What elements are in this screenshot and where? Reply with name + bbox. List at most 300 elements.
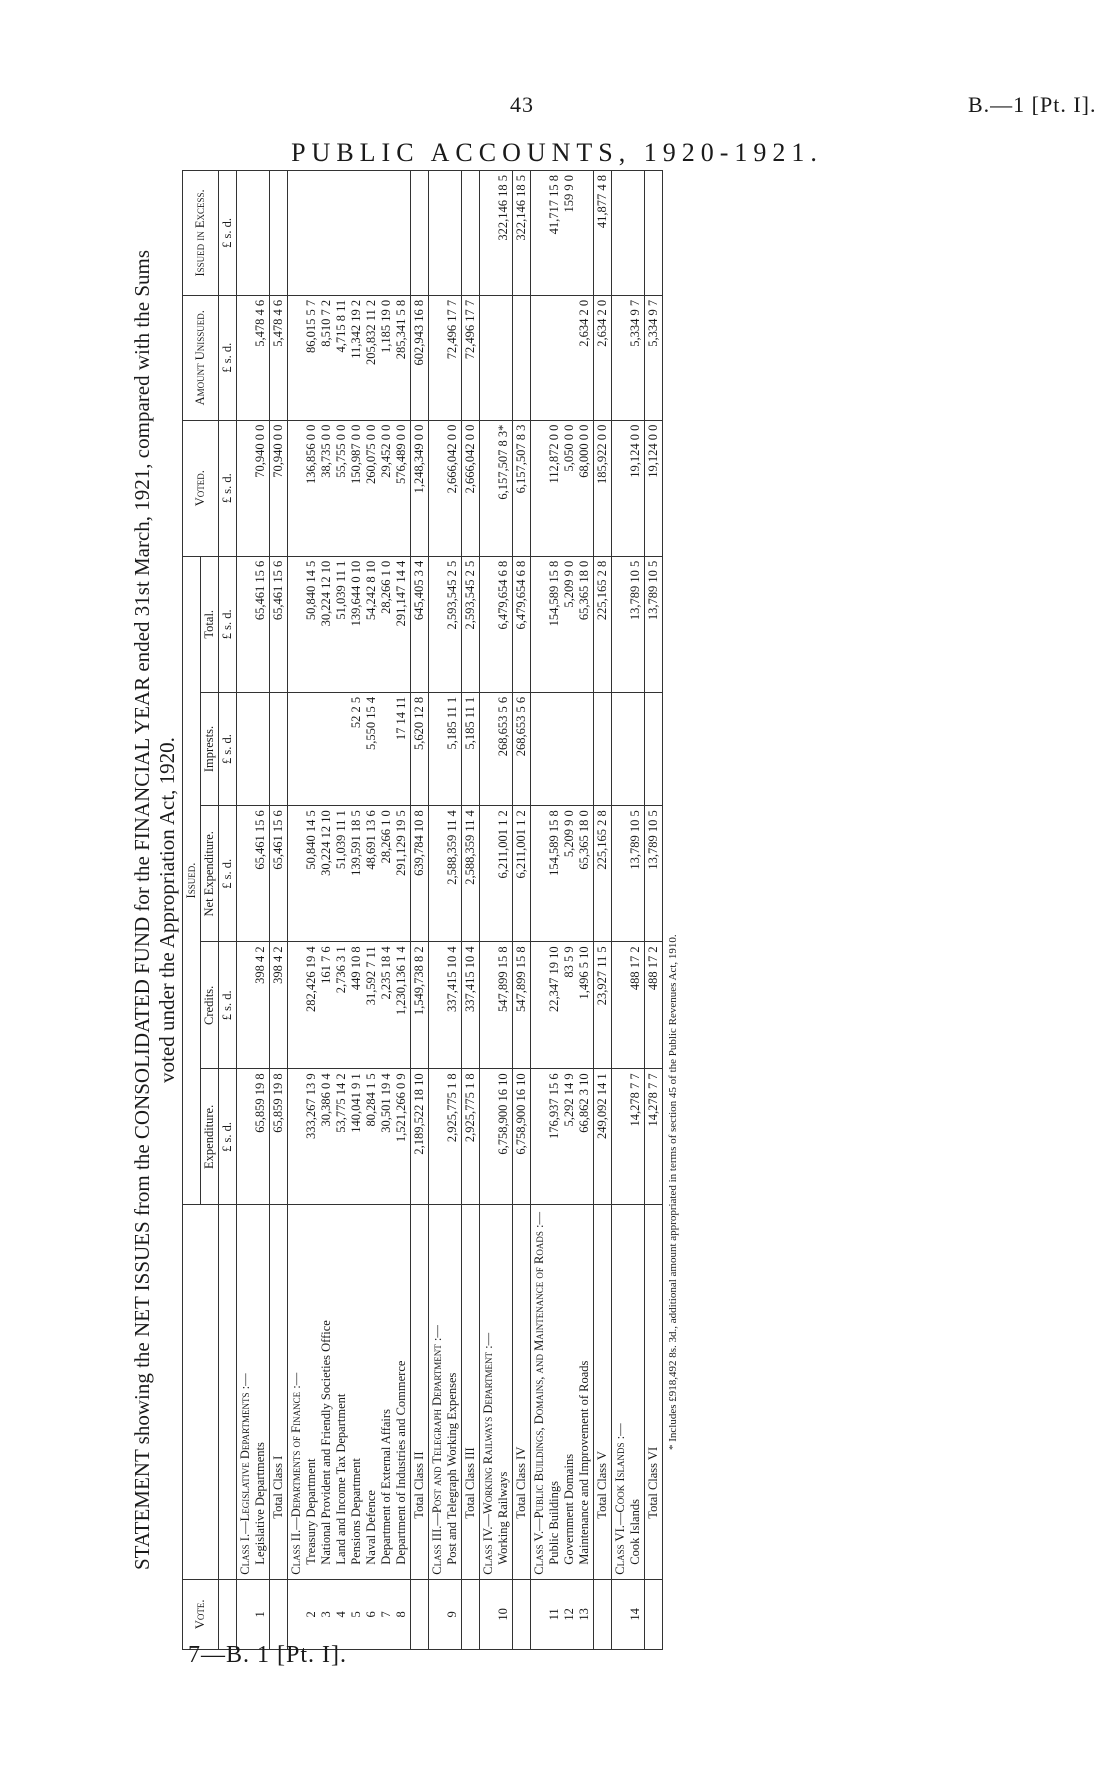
col-imprests: Imprests. [201, 692, 219, 805]
value-unissued [547, 300, 562, 416]
cell-unissued [612, 295, 645, 420]
spacer [613, 1584, 628, 1645]
document-reference: B.—1 [Pt. I]. [968, 92, 1097, 117]
cell-expenditure [480, 1069, 513, 1205]
total-expenditure: 2,925,775 1 8 [462, 1069, 480, 1205]
class-row [612, 171, 645, 1650]
class-heading: Class V.—Public Buildings, Domains, and Maintenance of Roads :— [532, 1212, 546, 1575]
value-voted: 6,157,507 8 3* [496, 424, 510, 500]
class-heading: Class IV.—Working Railways Department :— [481, 1332, 495, 1575]
value-excess [349, 175, 364, 291]
total-credits: 1,549,738 8 2 [411, 942, 429, 1069]
class-heading: Class III.—Post and Telegraph Department :— [430, 1325, 444, 1575]
value-excess: 41,717 15 8 [547, 175, 561, 235]
value-total: 154,589 15 8 [547, 560, 561, 627]
value-credits: 1,230,136 1 4 [394, 946, 408, 1016]
value-total: 30,224 12 10 [319, 560, 333, 627]
value-imprests: 268,653 5 6 [496, 696, 510, 757]
col-expenditure: Expenditure. [201, 1069, 219, 1205]
spacer [613, 300, 628, 416]
total-voted: 185,922 0 0 [594, 420, 612, 556]
vote-number: 2 [304, 1611, 318, 1618]
value-credits: 1,496 5 10 [577, 946, 591, 1000]
description-cell [612, 1205, 645, 1579]
value-voted: 150,987 0 0 [349, 424, 363, 484]
spacer [430, 946, 445, 1064]
value-expenditure: 6,758,900 16 10 [496, 1073, 510, 1155]
total-credits: 398 4 2 [270, 942, 288, 1069]
value-credits: 31,592 7 11 [364, 946, 378, 1006]
cell-voted [237, 420, 270, 556]
total-voted: 1,248,349 0 0 [411, 420, 429, 556]
total-excess [462, 171, 480, 296]
class-row [480, 171, 513, 1650]
vote-cell [288, 1579, 411, 1649]
cell-imprests [237, 692, 270, 805]
value-voted: 68,000 0 0 [577, 424, 591, 478]
value-excess [334, 175, 349, 291]
page-title: PUBLIC ACCOUNTS, 1920-1921. [291, 138, 823, 167]
cell-credits [429, 942, 462, 1069]
cell-total [480, 556, 513, 692]
vote-number: 14 [628, 1608, 642, 1621]
class-row [237, 171, 270, 1650]
total-expenditure: 6,758,900 16 10 [513, 1069, 531, 1205]
value-total: 6,479,654 6 8 [496, 560, 510, 630]
cell-voted [429, 420, 462, 556]
value-expenditure: 5,292 14 9 [562, 1073, 576, 1127]
item-name: Government Domains [562, 1453, 576, 1565]
total-total: 13,789 10 5 [645, 556, 663, 692]
spacer [238, 946, 253, 1064]
value-unissued: 4,715 8 11 [334, 299, 348, 353]
spacer [238, 810, 253, 937]
class-row [288, 171, 411, 1650]
cell-net [288, 806, 411, 942]
col-issued: Issued. [183, 556, 201, 1205]
cell-expenditure [612, 1069, 645, 1205]
total-net: 225,165 2 8 [594, 806, 612, 942]
value-imprests [304, 697, 319, 801]
spacer [481, 425, 496, 552]
value-credits: 398 4 2 [253, 946, 267, 984]
vote-number: 12 [562, 1608, 576, 1621]
total-expenditure: 249,092 14 1 [594, 1069, 612, 1205]
description-cell [531, 1205, 594, 1579]
statement-line-1: STATEMENT showing the NET ISSUES from the CONSOLIDATED FUND for the FINANCIAL YEAR ended 31st March, 1921, compared with the Sums [130, 249, 154, 1571]
spacer [238, 425, 253, 552]
spacer [289, 425, 304, 552]
class-total-row [645, 171, 663, 1650]
item-name: Public Buildings [547, 1480, 561, 1565]
col-amount-unissued: Amount Unissued. [183, 295, 219, 420]
footer-reference: 7—B. 1 [Pt. I]. [188, 1642, 347, 1668]
value-credits: 83 5 9 [562, 946, 576, 978]
cell-unissued [531, 295, 594, 420]
class-heading: Class I.—Legislative Departments :— [238, 1373, 252, 1575]
class-total-row [462, 171, 480, 1650]
col-description [183, 1205, 219, 1579]
value-unissued: 285,341 5 8 [394, 299, 408, 360]
value-unissued [562, 300, 577, 416]
spacer [532, 1073, 547, 1200]
spacer [532, 300, 547, 416]
units-label: £ s. d. [219, 420, 237, 556]
value-credits: 488 17 2 [628, 946, 642, 991]
cell-net [531, 806, 594, 942]
cell-unissued [429, 295, 462, 420]
spacer [481, 175, 496, 291]
total-total: 225,165 2 8 [594, 556, 612, 692]
vote-cell [237, 1579, 270, 1649]
total-credits: 488 17 2 [645, 942, 663, 1069]
spacer [481, 300, 496, 416]
value-net: 13,789 10 5 [628, 810, 642, 870]
units-label: £ s. d. [219, 692, 237, 805]
total-excess: 322,146 18 5 [513, 171, 531, 296]
units-label: £ s. d. [219, 806, 237, 942]
total-voted: 70,940 0 0 [270, 420, 288, 556]
value-credits: 547,899 15 8 [496, 946, 510, 1012]
total-imprests [594, 692, 612, 805]
spacer [532, 946, 547, 1064]
vote-number: 4 [334, 1611, 348, 1618]
statement-line-2: voted under the Appropriation Act, 1920. [155, 737, 179, 1083]
value-net: 291,129 19 5 [394, 810, 408, 876]
value-voted: 2,666,042 0 0 [445, 424, 459, 494]
value-total: 2,593,545 2 5 [445, 560, 459, 630]
value-excess [379, 175, 394, 291]
value-imprests [379, 697, 394, 801]
value-net: 154,589 15 8 [547, 810, 561, 876]
value-excess [628, 175, 643, 291]
value-imprests: 17 14 11 [394, 696, 408, 741]
spacer [289, 175, 304, 291]
units-blank [219, 1205, 237, 1579]
cell-net [429, 806, 462, 942]
description-cell [237, 1205, 270, 1579]
vote-cell [480, 1579, 513, 1649]
total-label: Total Class V [594, 1205, 612, 1579]
class-row [531, 171, 594, 1650]
value-imprests: 5,550 15 4 [364, 696, 378, 750]
spacer [481, 1584, 496, 1645]
cell-excess [429, 171, 462, 296]
value-credits: 161 7 6 [319, 946, 333, 984]
units-blank [219, 1579, 237, 1649]
value-unissued: 5,334 9 7 [628, 299, 642, 347]
cell-net [237, 806, 270, 942]
total-total: 2,593,545 2 5 [462, 556, 480, 692]
value-excess [394, 175, 409, 291]
units-label: £ s. d. [219, 1069, 237, 1205]
spacer [289, 300, 304, 416]
value-expenditure: 176,937 15 6 [547, 1073, 561, 1139]
total-voted: 6,157,507 8 3 [513, 420, 531, 556]
rotated-statement [130, 170, 970, 1650]
total-net: 2,588,359 11 4 [462, 806, 480, 942]
value-excess [445, 175, 460, 291]
total-credits: 547,899 15 8 [513, 942, 531, 1069]
total-credits: 337,415 10 4 [462, 942, 480, 1069]
value-net: 65,461 15 6 [253, 810, 267, 870]
vote-number: 6 [364, 1611, 378, 1618]
cell-voted [612, 420, 645, 556]
value-unissued: 5,478 4 6 [253, 299, 267, 347]
cell-credits [480, 942, 513, 1069]
cell-voted [531, 420, 594, 556]
spacer [430, 175, 445, 291]
spacer [430, 1584, 445, 1645]
value-expenditure: 53,775 14 2 [334, 1073, 348, 1133]
page-number: 43 [510, 92, 534, 117]
cell-unissued [288, 295, 411, 420]
cell-excess [480, 171, 513, 296]
spacer [430, 425, 445, 552]
value-imprests [319, 697, 334, 801]
value-unissued: 205,832 11 2 [364, 299, 378, 366]
value-excess [253, 175, 268, 291]
value-voted: 55,755 0 0 [334, 424, 348, 478]
total-unissued: 2,634 2 0 [594, 295, 612, 420]
value-credits: 2,235 18 4 [379, 946, 393, 1000]
spacer [289, 1584, 304, 1645]
value-imprests [577, 697, 592, 801]
value-voted: 576,489 0 0 [394, 424, 408, 484]
cell-imprests [429, 692, 462, 805]
value-voted: 29,452 0 0 [379, 424, 393, 478]
cell-excess [531, 171, 594, 296]
spacer [613, 697, 628, 801]
value-unissued [496, 300, 511, 416]
cell-credits [531, 942, 594, 1069]
value-credits: 337,415 10 4 [445, 946, 459, 1012]
class-total-row [411, 171, 429, 1650]
spacer [430, 810, 445, 937]
value-net: 2,588,359 11 4 [445, 810, 459, 885]
item-name: Maintenance and Improvement of Roads [577, 1360, 591, 1565]
total-total: 645,405 3 4 [411, 556, 429, 692]
item-name: Post and Telegraph Working Expenses [445, 1372, 459, 1565]
total-excess [645, 171, 663, 296]
item-name: Naval Defence [364, 1490, 378, 1565]
cell-excess [237, 171, 270, 296]
issues-table [182, 170, 663, 1650]
cell-imprests [531, 692, 594, 805]
value-net: 28,266 1 0 [379, 810, 393, 864]
cell-total [612, 556, 645, 692]
spacer [532, 1584, 547, 1645]
cell-credits [288, 942, 411, 1069]
value-net: 139,591 18 5 [349, 810, 363, 876]
value-total: 54,242 8 10 [364, 560, 378, 621]
cell-total [288, 556, 411, 692]
total-unissued: 602,943 16 8 [411, 295, 429, 420]
cell-excess [288, 171, 411, 296]
vote-cell [645, 1579, 663, 1649]
total-credits: 23,927 11 5 [594, 942, 612, 1069]
value-voted: 136,856 0 0 [304, 424, 318, 484]
total-net: 13,789 10 5 [645, 806, 663, 942]
item-name: Pensions Department [349, 1458, 363, 1565]
cell-net [612, 806, 645, 942]
value-expenditure: 65,859 19 8 [253, 1073, 267, 1133]
statement-heading [130, 170, 180, 1650]
vote-cell [594, 1579, 612, 1649]
value-unissued: 86,015 5 7 [304, 299, 318, 353]
spacer [238, 175, 253, 291]
value-expenditure: 14,278 7 7 [628, 1073, 642, 1127]
description-cell [288, 1205, 411, 1579]
value-unissued: 2,634 2 0 [577, 299, 591, 347]
spacer [613, 810, 628, 937]
units-label: £ s. d. [219, 942, 237, 1069]
cell-imprests [480, 692, 513, 805]
spacer [532, 697, 547, 801]
total-unissued [513, 295, 531, 420]
total-imprests [270, 692, 288, 805]
total-imprests: 5,620 12 8 [411, 692, 429, 805]
item-name: Land and Income Tax Department [334, 1393, 348, 1565]
total-excess [270, 171, 288, 296]
class-total-row [270, 171, 288, 1650]
value-total: 65,365 18 0 [577, 560, 591, 621]
value-total: 28,266 1 0 [379, 560, 393, 614]
item-name: Legislative Departments [253, 1442, 267, 1565]
spacer [289, 561, 304, 688]
value-imprests: 52 2 5 [349, 696, 363, 729]
vote-cell [429, 1579, 462, 1649]
total-imprests: 5,185 11 1 [462, 692, 480, 805]
item-name: Cook Islands [628, 1499, 642, 1565]
value-net: 48,691 13 6 [364, 810, 378, 870]
total-label: Total Class III [462, 1205, 480, 1579]
total-label: Total Class II [411, 1205, 429, 1579]
total-net: 6,211,001 1 2 [513, 806, 531, 942]
cell-total [531, 556, 594, 692]
cell-credits [612, 942, 645, 1069]
total-net: 65,461 15 6 [270, 806, 288, 942]
value-net: 50,840 14 5 [304, 810, 318, 870]
value-total: 65,461 15 6 [253, 560, 267, 621]
value-unissued: 1,185 19 0 [379, 299, 393, 353]
total-expenditure: 14,278 7 7 [645, 1069, 663, 1205]
total-label: Total Class VI [645, 1205, 663, 1579]
value-expenditure: 66,862 3 10 [577, 1073, 591, 1133]
spacer [532, 810, 547, 937]
total-total: 65,461 15 6 [270, 556, 288, 692]
col-voted: Voted. [183, 420, 219, 556]
class-row [429, 171, 462, 1650]
vote-number: 10 [496, 1608, 510, 1621]
col-issued-in-excess: Issued in Excess. [183, 171, 219, 296]
value-credits: 22,347 19 10 [547, 946, 561, 1012]
spacer [238, 697, 253, 801]
cell-total [237, 556, 270, 692]
class-heading: Class VI.—Cook Islands :— [613, 1423, 627, 1575]
value-expenditure: 2,925,775 1 8 [445, 1073, 459, 1143]
value-expenditure: 30,501 19 4 [379, 1073, 393, 1133]
value-net: 51,039 11 1 [334, 810, 348, 870]
value-expenditure: 30,386 0 4 [319, 1073, 333, 1127]
spacer [481, 810, 496, 937]
value-voted: 70,940 0 0 [253, 424, 267, 478]
value-net: 5,209 9 0 [562, 810, 576, 858]
vote-cell [513, 1579, 531, 1649]
spacer [613, 561, 628, 688]
spacer [289, 810, 304, 937]
value-voted: 38,735 0 0 [319, 424, 333, 478]
spacer [613, 425, 628, 552]
vote-number: 13 [577, 1608, 591, 1621]
col-vote: Vote. [183, 1579, 219, 1649]
vote-cell [531, 1579, 594, 1649]
value-expenditure: 140,041 9 1 [349, 1073, 363, 1133]
value-net: 30,224 12 10 [319, 810, 333, 876]
value-total: 13,789 10 5 [628, 560, 642, 621]
value-credits: 2,736 3 1 [334, 946, 348, 994]
item-name: Working Railways [496, 1471, 510, 1565]
vote-number: 3 [319, 1611, 333, 1618]
cell-expenditure [288, 1069, 411, 1205]
vote-number: 1 [253, 1611, 267, 1618]
value-excess: 322,146 18 5 [496, 175, 510, 241]
spacer [532, 175, 547, 291]
spacer [613, 946, 628, 1064]
cell-unissued [237, 295, 270, 420]
cell-expenditure [237, 1069, 270, 1205]
spacer [430, 697, 445, 801]
total-label: Total Class I [270, 1205, 288, 1579]
cell-imprests [288, 692, 411, 805]
table-body [237, 171, 663, 1650]
spacer [613, 1073, 628, 1200]
col-net-expenditure: Net Expenditure. [201, 806, 219, 942]
value-unissued: 8,510 7 2 [319, 299, 333, 347]
value-excess [304, 175, 319, 291]
vote-number: 8 [394, 1611, 408, 1618]
value-voted: 5,050 0 0 [562, 424, 576, 472]
total-voted: 2,666,042 0 0 [462, 420, 480, 556]
value-imprests [253, 697, 268, 801]
spacer [532, 561, 547, 688]
spacer [238, 300, 253, 416]
spacer [481, 1073, 496, 1200]
total-net: 639,784 10 8 [411, 806, 429, 942]
spacer [238, 1584, 253, 1645]
value-expenditure: 333,267 13 9 [304, 1073, 318, 1139]
value-credits: 282,426 19 4 [304, 946, 318, 1012]
value-voted: 112,872 0 0 [547, 424, 561, 484]
spacer [430, 300, 445, 416]
total-imprests: 268,653 5 6 [513, 692, 531, 805]
value-excess: 159 9 0 [562, 175, 576, 213]
vote-cell [270, 1579, 288, 1649]
item-name: Department of Industries and Commerce [394, 1360, 408, 1565]
spacer [238, 561, 253, 688]
units-label: £ s. d. [219, 295, 237, 420]
class-heading: Class II.—Departments of Finance :— [289, 1372, 303, 1575]
footnote: * Includes £918,492 8s. 3d., additional amount appropriated in terms of section 45 of the Public Revenues Act, 1910. [667, 934, 679, 1450]
total-unissued: 5,478 4 6 [270, 295, 288, 420]
vote-cell [462, 1579, 480, 1649]
cell-expenditure [531, 1069, 594, 1205]
description-cell [480, 1205, 513, 1579]
total-unissued: 72,496 17 7 [462, 295, 480, 420]
value-net: 6,211,001 1 2 [496, 810, 510, 879]
cell-credits [237, 942, 270, 1069]
spacer [481, 561, 496, 688]
